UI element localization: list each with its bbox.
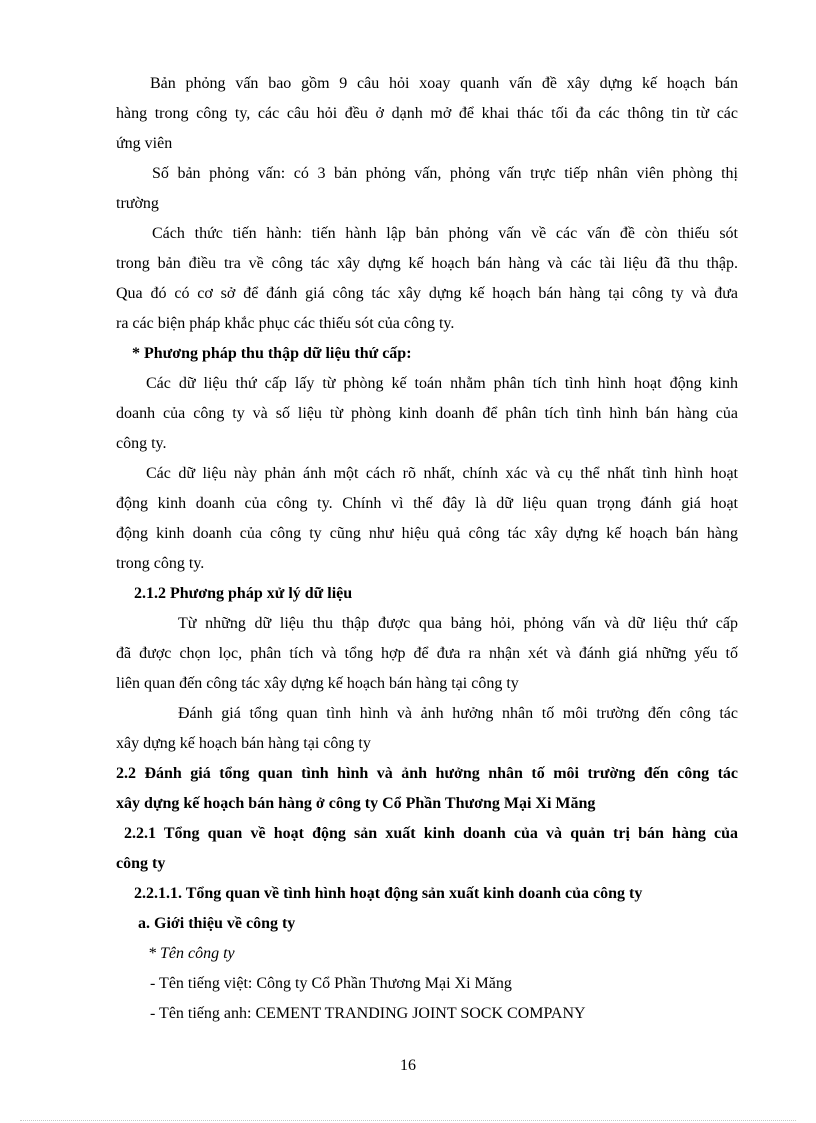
paragraph-line: công ty. xyxy=(116,435,167,452)
paragraph-line: động kinh doanh của công ty cũng như hiệu quả công tác xây dựng kế hoạch bán hàng xyxy=(116,525,738,542)
company-name-label: * Tên công ty xyxy=(148,945,235,962)
paragraph-line: Bản phỏng vấn bao gồm 9 câu hỏi xoay quanh vấn đề xây dựng kế hoạch bán xyxy=(150,75,738,92)
paragraph-line: động kinh doanh của công ty. Chính vì thế đây là dữ liệu quan trọng đánh giá hoạt xyxy=(116,495,738,512)
section-heading: 2.2.1.1. Tổng quan về tình hình hoạt động sản xuất kinh doanh của công ty xyxy=(134,885,643,902)
paragraph-line: Từ những dữ liệu thu thập được qua bảng hỏi, phỏng vấn và dữ liệu thứ cấp xyxy=(178,615,738,632)
company-name-vi: - Tên tiếng việt: Công ty Cổ Phần Thương Mại Xi Măng xyxy=(150,975,512,992)
paragraph-line: trong bản điều tra về công tác xây dựng kế hoạch bán hàng và các tài liệu đã thu thập. xyxy=(116,255,738,272)
paragraph-line: Qua đó có cơ sở để đánh giá công tác xây dựng kế hoạch bán hàng tại công ty và đưa xyxy=(116,285,738,302)
paragraph-line: trường xyxy=(116,195,159,212)
paragraph-line: trong công ty. xyxy=(116,555,205,572)
paragraph-line: Số bản phỏng vấn: có 3 bản phỏng vấn, phỏng vấn trực tiếp nhân viên phòng thị xyxy=(152,165,738,182)
paragraph-line: Cách thức tiến hành: tiến hành lập bản phỏng vấn về các vấn đề còn thiếu sót xyxy=(152,225,738,242)
company-name-en: - Tên tiếng anh: CEMENT TRANDING JOINT SOCK COMPANY xyxy=(150,1005,586,1022)
paragraph-line: Các dữ liệu thứ cấp lấy từ phòng kế toán nhằm phân tích tình hình hoạt động kinh xyxy=(146,375,738,392)
section-heading: 2.1.2 Phương pháp xử lý dữ liệu xyxy=(134,585,353,602)
paragraph-line: hàng trong công ty, các câu hỏi đều ở dạnh mở để khai thác tối đa các thông tin từ các xyxy=(116,105,738,122)
footer-divider xyxy=(20,1120,796,1121)
section-heading: xây dựng kế hoạch bán hàng ở công ty Cổ Phần Thương Mại Xi Măng xyxy=(116,795,596,812)
section-heading: * Phương pháp thu thập dữ liệu thứ cấp: xyxy=(132,345,412,362)
paragraph-line: xây dựng kế hoạch bán hàng tại công ty xyxy=(116,735,371,752)
paragraph-line: ứng viên xyxy=(116,135,173,152)
paragraph-line: Các dữ liệu này phản ánh một cách rõ nhất, chính xác và cụ thể nhất tình hình hoạt xyxy=(146,465,738,482)
section-heading: công ty xyxy=(116,855,166,872)
section-heading: a. Giới thiệu về công ty xyxy=(138,915,296,932)
paragraph-line: liên quan đến công tác xây dựng kế hoạch bán hàng tại công ty xyxy=(116,675,519,692)
paragraph-line: Đánh giá tổng quan tình hình và ảnh hưởng nhân tố môi trường đến công tác xyxy=(178,705,738,722)
paragraph-line: doanh của công ty và số liệu từ phòng kinh doanh để phân tích tình hình bán hàng của xyxy=(116,405,738,422)
section-heading: 2.2 Đánh giá tổng quan tình hình và ảnh hưởng nhân tố môi trường đến công tác xyxy=(116,765,738,782)
paragraph-line: ra các biện pháp khắc phục các thiếu sót của công ty. xyxy=(116,315,455,332)
page-number: 16 xyxy=(400,1057,416,1074)
section-heading: 2.2.1 Tổng quan về hoạt động sản xuất kinh doanh của và quản trị bán hàng của xyxy=(124,825,738,842)
paragraph-line: đã được chọn lọc, phân tích và tổng hợp để đưa ra nhận xét và đánh giá những yếu tố xyxy=(116,645,738,662)
